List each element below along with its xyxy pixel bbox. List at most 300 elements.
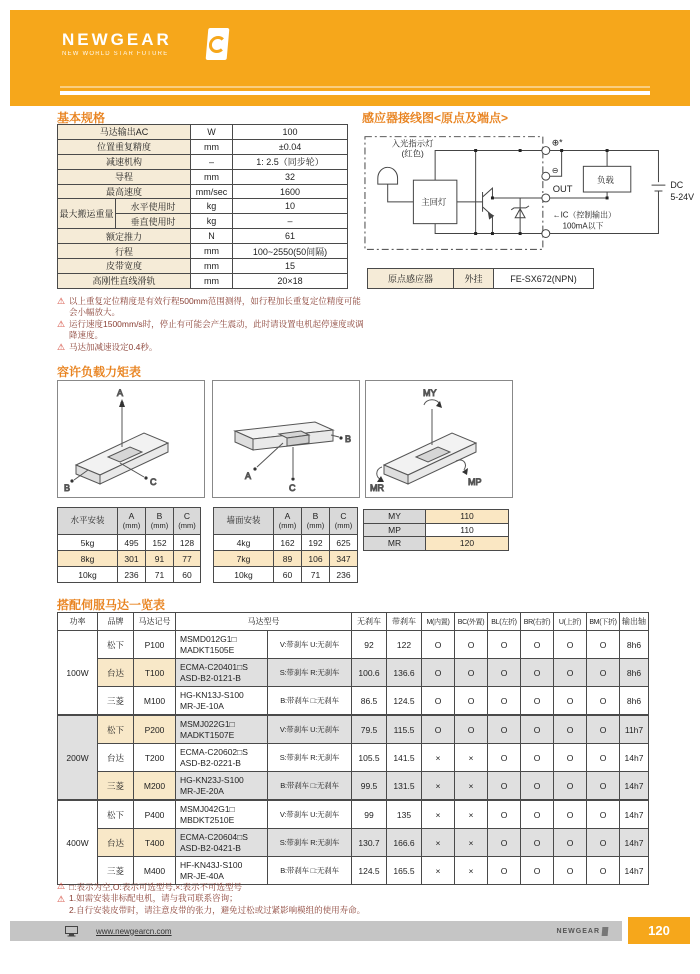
gear-logo-icon — [206, 28, 230, 60]
servo-motor-table — [57, 612, 649, 885]
shaft-cell: 11h7 — [620, 715, 649, 744]
brake-code-cell: S:带刹车 R:无刹车 — [268, 829, 352, 857]
banner-rule-faint — [60, 86, 650, 88]
brand-cell: 三菱 — [98, 857, 134, 885]
wall-mount-table — [213, 507, 358, 583]
option-cell-2: O — [488, 631, 521, 659]
column-letter: A — [284, 511, 291, 522]
model-line: ASD-B2-0121-B — [180, 672, 241, 683]
diagram-wall-mount — [212, 380, 360, 498]
option-cell-5: O — [587, 744, 620, 772]
spec-value: 1: 2.5（同步轮） — [233, 154, 348, 169]
column-header — [302, 508, 330, 535]
column-letter: B — [156, 511, 163, 522]
sensor-mount: 外挂 — [454, 269, 494, 289]
spec-unit: W — [191, 125, 233, 140]
moment-mp-label: MP — [468, 477, 482, 487]
option-cell-5: O — [587, 800, 620, 829]
option-cell-0: × — [422, 744, 455, 772]
warning-icon: ⚠ — [57, 319, 66, 330]
option-cell-5: O — [587, 772, 620, 801]
value-cell: 152 — [146, 535, 174, 551]
section-title-basic-specs: 基本规格 — [57, 111, 106, 125]
with-brake-value: 131.5 — [387, 772, 422, 801]
motor-note — [57, 893, 365, 905]
moment-row — [364, 523, 509, 537]
motor-row — [58, 772, 649, 801]
brand-name: NEWGEAR — [62, 30, 172, 49]
header-with-brake: 带刹车 — [387, 613, 422, 631]
spec-label: 行程 — [58, 244, 191, 259]
warning-icon: ⚠ — [57, 342, 66, 353]
model-line: ECMA-C20401□S — [180, 661, 248, 672]
spec-label: 额定推力 — [58, 229, 191, 244]
load-header-row — [214, 508, 358, 535]
option-cell-4: O — [554, 744, 587, 772]
moment-values-table — [363, 509, 509, 551]
shaft-cell: 8h6 — [620, 659, 649, 687]
value-cell: 236 — [330, 567, 358, 583]
option-cell-4: O — [554, 687, 587, 716]
main-circuit-label: 主回灯 — [421, 196, 447, 207]
option-cell-3: O — [521, 857, 554, 885]
option-cell-1: × — [455, 744, 488, 772]
option-cell-3: O — [521, 659, 554, 687]
option-cell-3: O — [521, 744, 554, 772]
weight-cell: 8kg — [58, 551, 118, 567]
dc-voltage-label: 5-24V — [670, 191, 695, 202]
dc-label: DC — [670, 180, 684, 191]
value-cell: 192 — [302, 535, 330, 551]
mount-type-header: 水平安装 — [58, 508, 118, 535]
shaft-cell: 14h7 — [620, 744, 649, 772]
option-cell-2: O — [488, 687, 521, 716]
option-cell-3: O — [521, 631, 554, 659]
shaft-cell: 14h7 — [620, 772, 649, 801]
spec-row — [58, 154, 348, 169]
spec-sub-label: 垂直使用时 — [116, 214, 191, 229]
value-cell: 91 — [146, 551, 174, 567]
option-cell-1: O — [455, 659, 488, 687]
model-line: ECMA-C20604□S — [180, 831, 248, 842]
with-brake-value: 165.5 — [387, 857, 422, 885]
column-letter: C — [340, 511, 347, 522]
spec-row — [58, 229, 348, 244]
spec-row — [58, 199, 348, 214]
option-cell-2: O — [488, 744, 521, 772]
motor-table-legend — [57, 881, 242, 893]
no-brake-value: 86.5 — [352, 687, 387, 716]
page-number-badge: 120 — [628, 917, 690, 944]
motor-row — [58, 715, 649, 744]
spec-note — [57, 319, 365, 341]
brake-code-cell: B:带刹车 □:无刹车 — [268, 857, 352, 885]
model-line: HG-KN23J-S100 — [180, 774, 244, 785]
spec-value: 100~2550(50间隔) — [233, 244, 348, 259]
option-cell-4: O — [554, 857, 587, 885]
moment-label: MR — [364, 537, 426, 551]
brake-code-cell: S:带刹车 R:无刹车 — [268, 659, 352, 687]
weight-cell: 5kg — [58, 535, 118, 551]
load-header-row — [58, 508, 201, 535]
load-row — [58, 551, 201, 567]
spec-notes — [57, 296, 365, 354]
value-cell: 77 — [174, 551, 201, 567]
model-cell — [176, 687, 268, 716]
weight-cell: 4kg — [214, 535, 274, 551]
spec-unit: N — [191, 229, 233, 244]
out-terminal-label: OUT — [552, 184, 573, 195]
option-cell-3: O — [521, 800, 554, 829]
motor-row — [58, 829, 649, 857]
model-cell — [176, 744, 268, 772]
option-cell-2: O — [488, 772, 521, 801]
spec-value: ±0.04 — [233, 139, 348, 154]
option-cell-1: O — [455, 631, 488, 659]
brand-cell: 台达 — [98, 744, 134, 772]
motor-code-cell: P400 — [134, 800, 176, 829]
shaft-cell: 14h7 — [620, 829, 649, 857]
option-cell-3: O — [521, 687, 554, 716]
spec-value: 15 — [233, 259, 348, 274]
footer-brand-text: NEWGEAR — [556, 927, 600, 935]
with-brake-value: 136.6 — [387, 659, 422, 687]
motor-code-cell: M400 — [134, 857, 176, 885]
spec-label: 导程 — [58, 169, 191, 184]
no-brake-value: 79.5 — [352, 715, 387, 744]
no-brake-value: 124.5 — [352, 857, 387, 885]
model-cell — [176, 659, 268, 687]
website-link[interactable]: www.newgearcn.com — [96, 926, 172, 936]
header-option-3: BR(右折) — [521, 613, 554, 631]
model-line: MR-JE-40A — [180, 870, 224, 881]
option-cell-5: O — [587, 829, 620, 857]
motor-code-cell: M100 — [134, 687, 176, 716]
value-cell: 162 — [274, 535, 302, 551]
option-cell-4: O — [554, 659, 587, 687]
header-code: 马达记号 — [134, 613, 176, 631]
column-unit: (mm) — [334, 520, 353, 530]
spec-row — [58, 259, 348, 274]
moment-value: 110 — [426, 523, 509, 537]
note-text: 1.如需安装非标配电机，请与我司联系咨询； — [69, 893, 238, 903]
spec-value: 61 — [233, 229, 348, 244]
sensor-wiring-diagram — [362, 130, 698, 258]
header-shaft: 输出轴 — [620, 613, 649, 631]
spec-note — [57, 342, 365, 353]
option-cell-0: × — [422, 800, 455, 829]
header-option-0: M(内置) — [422, 613, 455, 631]
option-cell-5: O — [587, 631, 620, 659]
brand-cell: 台达 — [98, 829, 134, 857]
column-unit: (mm) — [306, 520, 325, 530]
basic-spec-table — [57, 124, 348, 289]
axis-c-label: C — [150, 477, 157, 487]
weight-cell: 10kg — [58, 567, 118, 583]
value-cell: 60 — [174, 567, 201, 583]
with-brake-value: 166.6 — [387, 829, 422, 857]
column-header — [330, 508, 358, 535]
brake-code-cell: V:带刹车 U:无刹车 — [268, 631, 352, 659]
model-cell — [176, 715, 268, 744]
model-cell — [176, 631, 268, 659]
model-line: MSMJ022G1□ — [180, 718, 235, 729]
no-brake-value: 99 — [352, 800, 387, 829]
motor-code-cell: M200 — [134, 772, 176, 801]
with-brake-value: 124.5 — [387, 687, 422, 716]
note-text: 马达加减速设定0.4秒。 — [69, 342, 158, 353]
spec-unit: mm — [191, 273, 233, 288]
brake-code-cell: V:带刹车 U:无刹车 — [268, 800, 352, 829]
option-cell-4: O — [554, 829, 587, 857]
column-header — [174, 508, 201, 535]
column-unit: (mm) — [122, 520, 141, 530]
motor-note — [57, 905, 365, 916]
with-brake-value: 122 — [387, 631, 422, 659]
moment-my-label: MY — [423, 388, 437, 398]
spec-note — [57, 296, 365, 318]
sensor-model: FE-SX672(NPN) — [494, 269, 594, 289]
option-cell-5: O — [587, 857, 620, 885]
option-cell-1: × — [455, 772, 488, 801]
spec-group-label: 最大搬运重量 — [58, 199, 116, 229]
spec-label: 减速机构 — [58, 154, 191, 169]
ic-output-label: ←IC（控制输出） — [552, 210, 616, 220]
spec-row — [58, 169, 348, 184]
warning-icon: ⚠ — [57, 296, 66, 306]
axis-b-label: B — [345, 434, 352, 444]
load-row — [214, 535, 358, 551]
model-line: ECMA-C20602□S — [180, 746, 248, 757]
value-cell: 236 — [118, 567, 146, 583]
value-cell: 106 — [302, 551, 330, 567]
motor-code-cell: T400 — [134, 829, 176, 857]
motor-row — [58, 744, 649, 772]
motor-row — [58, 631, 649, 659]
motor-code-cell: T200 — [134, 744, 176, 772]
sensor-name: 原点感应器 — [368, 269, 454, 289]
with-brake-value: 141.5 — [387, 744, 422, 772]
header-model: 马达型号 — [176, 613, 352, 631]
warning-icon: ⚠ — [57, 881, 66, 891]
model-line: ASD-B2-0221-B — [180, 757, 241, 768]
origin-sensor-table — [367, 268, 594, 289]
brand-cell: 台达 — [98, 659, 134, 687]
option-cell-1: O — [455, 715, 488, 744]
option-cell-0: × — [422, 829, 455, 857]
with-brake-value: 115.5 — [387, 715, 422, 744]
spec-row — [58, 139, 348, 154]
model-line: HG-KN13J-S100 — [180, 689, 244, 700]
sensor-row — [368, 269, 594, 289]
moment-value: 120 — [426, 537, 509, 551]
diagram-moments — [365, 380, 513, 498]
option-cell-5: O — [587, 687, 620, 716]
brand-cell: 松下 — [98, 631, 134, 659]
option-cell-2: O — [488, 800, 521, 829]
monitor-icon — [65, 926, 78, 937]
weight-cell: 10kg — [214, 567, 274, 583]
spec-row — [58, 273, 348, 288]
spec-value: 32 — [233, 169, 348, 184]
indicator-label-2: (红色) — [401, 148, 424, 159]
model-line: MR-JE-10A — [180, 700, 224, 711]
load-row — [58, 567, 201, 583]
shaft-cell: 8h6 — [620, 631, 649, 659]
note-text: 以上重复定位精度是有效行程500mm范围测得，如行程加长重复定位精度可能会小幅放大。 — [69, 296, 361, 318]
value-cell: 625 — [330, 535, 358, 551]
model-line: MR-JE-20A — [180, 785, 224, 796]
option-cell-5: O — [587, 715, 620, 744]
option-cell-3: O — [521, 772, 554, 801]
value-cell: 495 — [118, 535, 146, 551]
load-row — [58, 535, 201, 551]
column-header — [146, 508, 174, 535]
column-header — [118, 508, 146, 535]
brand-tagline: NEW WORLD STAR FUTURE — [62, 51, 169, 57]
moment-row — [364, 510, 509, 524]
value-cell: 71 — [302, 567, 330, 583]
spec-unit: mm — [191, 244, 233, 259]
footer-brand — [556, 927, 608, 936]
power-cell: 400W — [58, 800, 98, 885]
option-cell-1: × — [455, 829, 488, 857]
note-text: 2.自行安装皮带时，请注意皮带的张力，避免过松或过紧影响模组的使用寿命。 — [69, 905, 366, 916]
motor-code-cell: P100 — [134, 631, 176, 659]
axis-a-label: A — [245, 471, 252, 481]
footer-brand-icon — [602, 927, 609, 936]
value-cell: 71 — [146, 567, 174, 583]
model-line: MADKT1507E — [180, 729, 235, 740]
note-text: 运行速度1500mm/s时，停止有可能会产生震动，此时请设置电机起停速度或调降速度。 — [69, 319, 364, 341]
axis-c-label: C — [289, 483, 296, 493]
column-header — [274, 508, 302, 535]
header-option-2: BL(左折) — [488, 613, 521, 631]
shaft-cell: 14h7 — [620, 800, 649, 829]
spec-unit: mm — [191, 139, 233, 154]
spec-label: 最高速度 — [58, 184, 191, 199]
option-cell-0: × — [422, 772, 455, 801]
indicator-label: 入光指示灯 — [391, 138, 434, 149]
model-line: MADKT1505E — [180, 644, 235, 655]
header-option-5: BM(下折) — [587, 613, 620, 631]
header-no-brake: 无刹车 — [352, 613, 387, 631]
column-unit: (mm) — [178, 520, 196, 530]
moment-mr-label: MR — [370, 483, 384, 493]
shaft-cell: 14h7 — [620, 857, 649, 885]
axis-b-label: B — [64, 483, 71, 493]
brake-code-cell: B:带刹车 □:无刹车 — [268, 687, 352, 716]
spec-unit: kg — [191, 199, 233, 214]
option-cell-4: O — [554, 800, 587, 829]
ic-current-label: 100mA以下 — [562, 221, 604, 231]
axis-a-label: A — [117, 388, 124, 398]
spec-unit: kg — [191, 214, 233, 229]
logo — [62, 31, 172, 57]
option-cell-5: O — [587, 659, 620, 687]
brand-banner — [10, 10, 690, 106]
option-cell-0: × — [422, 857, 455, 885]
brake-code-cell: V:带刹车 U:无刹车 — [268, 715, 352, 744]
spec-sub-label: 水平使用时 — [116, 199, 191, 214]
spec-unit: – — [191, 154, 233, 169]
shaft-cell: 8h6 — [620, 687, 649, 716]
brand-cell: 三菱 — [98, 772, 134, 801]
option-cell-3: O — [521, 829, 554, 857]
value-cell: 60 — [274, 567, 302, 583]
header-power: 功率 — [58, 613, 98, 631]
option-cell-4: O — [554, 715, 587, 744]
legend-text: □:表示为空,O:表示可选型号,×:表示不可选型号 — [69, 882, 243, 892]
spec-unit: mm — [191, 259, 233, 274]
spec-label: 马达输出AC — [58, 125, 191, 140]
horizontal-mount-table — [57, 507, 201, 583]
section-title-wiring: 感应器接线图<原点及端点> — [362, 111, 509, 125]
column-letter: C — [183, 511, 191, 522]
value-cell: 89 — [274, 551, 302, 567]
load-label: 负载 — [597, 175, 614, 186]
spec-row — [58, 125, 348, 140]
model-line: ASD-B2-0421-B — [180, 842, 241, 853]
header-brand: 品牌 — [98, 613, 134, 631]
model-line: HF-KN43J-S100 — [180, 859, 243, 870]
motor-code-cell: P200 — [134, 715, 176, 744]
spec-value: 10 — [233, 199, 348, 214]
brand-cell: 松下 — [98, 715, 134, 744]
column-letter: A — [128, 511, 135, 522]
option-cell-2: O — [488, 715, 521, 744]
weight-cell: 7kg — [214, 551, 274, 567]
power-cell: 200W — [58, 715, 98, 800]
value-cell: 347 — [330, 551, 358, 567]
model-line: MBDKT2510E — [180, 814, 235, 825]
brake-code-cell: S:带刹车 R:无刹车 — [268, 744, 352, 772]
value-cell: 301 — [118, 551, 146, 567]
spec-unit: mm — [191, 169, 233, 184]
footer-bar — [10, 921, 622, 941]
mount-type-header: 墙面安装 — [214, 508, 274, 535]
option-cell-2: O — [488, 857, 521, 885]
option-cell-0: O — [422, 715, 455, 744]
header-option-4: U(上折) — [554, 613, 587, 631]
spec-row — [58, 184, 348, 199]
option-cell-0: O — [422, 659, 455, 687]
brake-code-cell: B:带刹车 □:无刹车 — [268, 772, 352, 801]
spec-label: 位置重复精度 — [58, 139, 191, 154]
model-line: MSMJ042G1□ — [180, 803, 235, 814]
no-brake-value: 92 — [352, 631, 387, 659]
model-line: MSMD012G1□ — [180, 633, 237, 644]
spec-unit: mm/sec — [191, 184, 233, 199]
motor-header-row — [58, 613, 649, 631]
option-cell-2: O — [488, 659, 521, 687]
option-cell-0: O — [422, 687, 455, 716]
spec-value: 20×18 — [233, 273, 348, 288]
column-letter: B — [312, 511, 319, 522]
no-brake-value: 105.5 — [352, 744, 387, 772]
load-row — [214, 567, 358, 583]
spec-row — [58, 244, 348, 259]
no-brake-value: 99.5 — [352, 772, 387, 801]
spec-value: – — [233, 214, 348, 229]
model-cell — [176, 772, 268, 801]
with-brake-value: 135 — [387, 800, 422, 829]
no-brake-value: 130.7 — [352, 829, 387, 857]
option-cell-0: O — [422, 631, 455, 659]
spec-label: 高刚性直线滑轨 — [58, 273, 191, 288]
moment-row — [364, 537, 509, 551]
brand-cell: 松下 — [98, 800, 134, 829]
